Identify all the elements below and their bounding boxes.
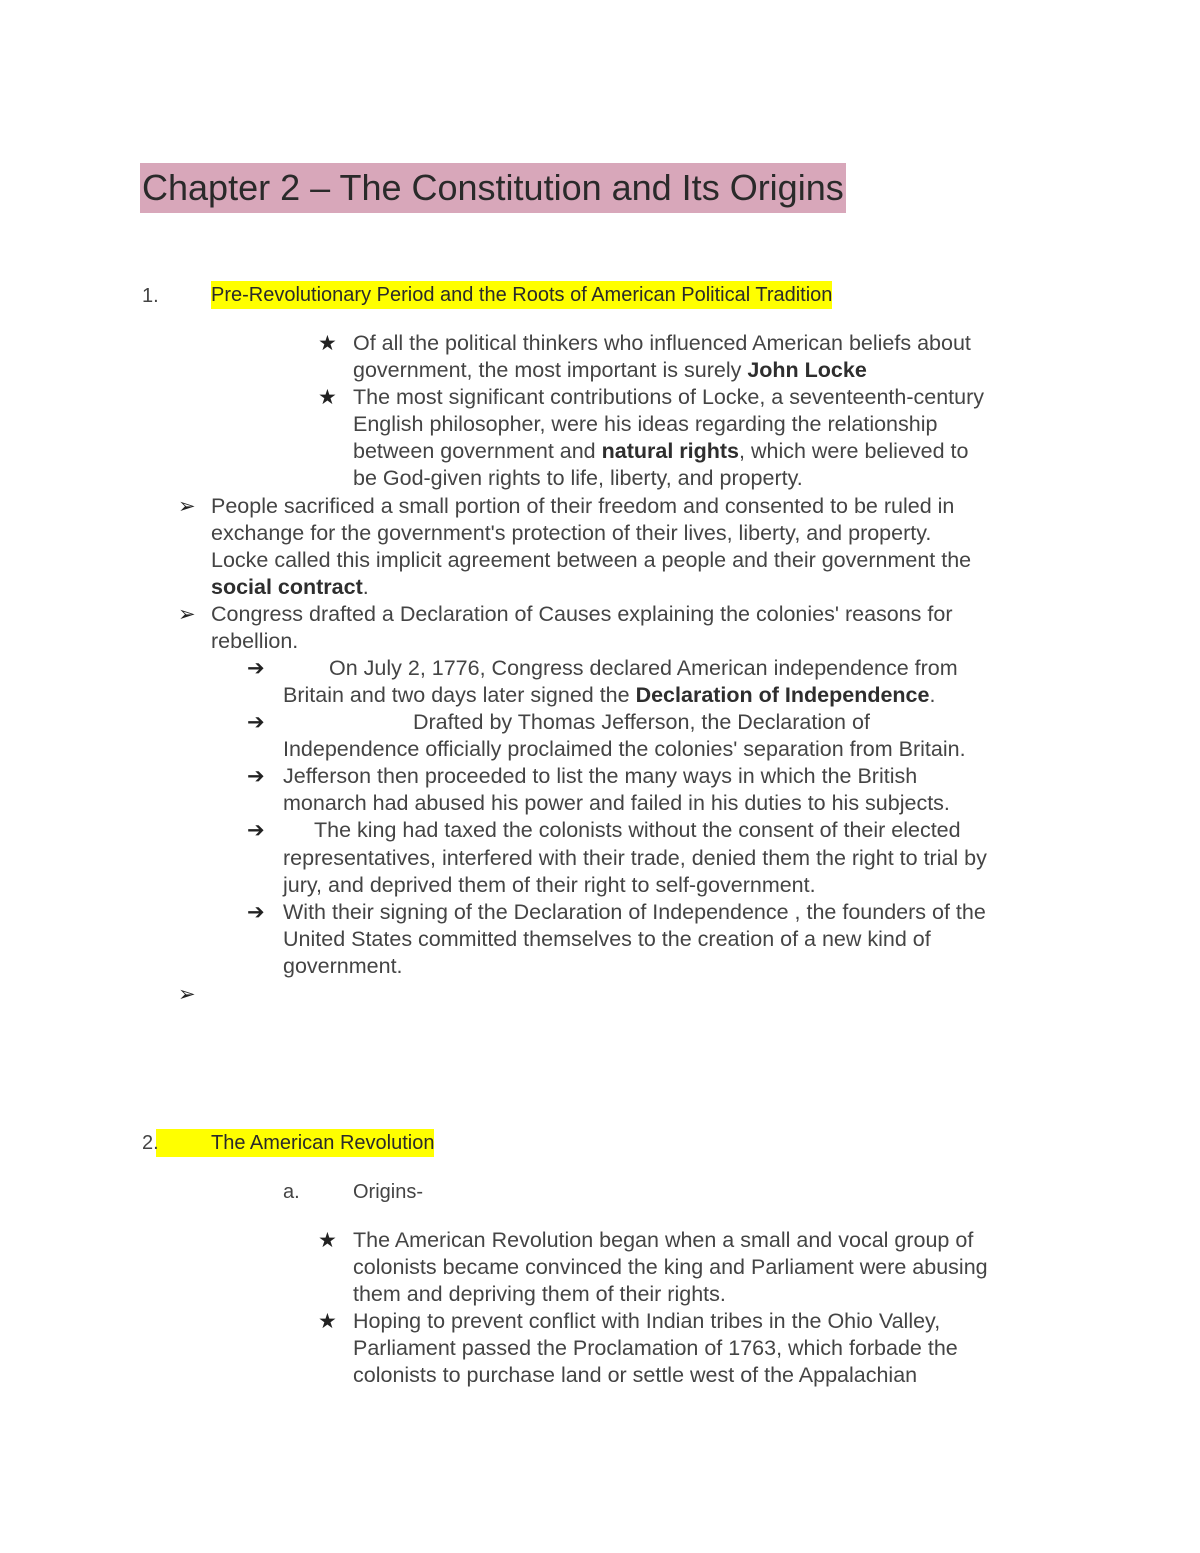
- emphasis-social-contract: social contract: [211, 575, 363, 599]
- star-icon: ★: [318, 386, 337, 409]
- bullet-text: The American Revolution began when a small and vocal group of: [353, 1228, 974, 1252]
- bullet-text-part: Britain and two days later signed the: [283, 683, 636, 707]
- bullet-text: colonists to purchase land or settle west of the Appalachian: [353, 1363, 918, 1387]
- bullet-text: Parliament passed the Proclamation of 1763, which forbade the: [353, 1336, 958, 1360]
- emphasis-john-locke: John Locke: [747, 358, 867, 382]
- star-icon: ★: [318, 1310, 337, 1333]
- section-2-number: 2.: [142, 1132, 159, 1154]
- section-1-heading: Pre-Revolutionary Period and the Roots of American Political Tradition: [211, 281, 832, 309]
- bullet-text: With their signing of the Declaration of Independence , the founders of the: [283, 900, 986, 924]
- bullet-text: Congress drafted a Declaration of Causes explaining the colonies' reasons for: [211, 602, 953, 626]
- subsection-label: a.: [283, 1181, 300, 1203]
- highlight-padding: [156, 1129, 212, 1157]
- bullet-text: representatives, interfered with their trade, denied them the right to trial by: [283, 846, 987, 870]
- arrowhead-icon: ➢: [178, 495, 196, 518]
- bullet-text: On July 2, 1776, Congress declared American independence from: [329, 656, 958, 680]
- emphasis-natural-rights: natural rights: [601, 439, 740, 463]
- bullet-text: Jefferson then proceeded to list the many ways in which the British: [283, 764, 918, 788]
- page-title: Chapter 2 – The Constitution and Its Origins: [140, 163, 846, 213]
- arrow-icon: ➔: [247, 819, 265, 842]
- bullet-text: Hoping to prevent conflict with Indian tribes in the Ohio Valley,: [353, 1309, 941, 1333]
- bullet-text-part: government, the most important is surely: [353, 358, 748, 382]
- bullet-text-part: .: [929, 683, 936, 707]
- bullet-text: them and depriving them of their rights.: [353, 1282, 726, 1306]
- bullet-text: The most significant contributions of Locke, a seventeenth-century: [353, 385, 985, 409]
- bullet-text: [353, 438, 968, 465]
- bullet-text: exchange for the government's protection of their lives, liberty, and property.: [211, 521, 932, 545]
- bullet-text: [211, 574, 369, 601]
- emphasis-declaration: Declaration of Independence: [635, 683, 930, 707]
- bullet-text: colonists became convinced the king and Parliament were abusing: [353, 1255, 988, 1279]
- bullet-text: rebellion.: [211, 629, 299, 653]
- bullet-text: Locke called this implicit agreement between a people and their government the: [211, 548, 972, 572]
- bullet-text: The king had taxed the colonists without the consent of their elected: [314, 818, 961, 842]
- bullet-text: [283, 682, 935, 709]
- bullet-text: Of all the political thinkers who influenced American beliefs about: [353, 331, 971, 355]
- star-icon: ★: [318, 1229, 337, 1252]
- bullet-text: be God-given rights to life, liberty, and property.: [353, 466, 803, 490]
- bullet-text-part: .: [362, 575, 369, 599]
- section-2-heading: The American Revolution: [211, 1129, 434, 1157]
- bullet-text: monarch had abused his power and failed in his duties to his subjects.: [283, 791, 950, 815]
- bullet-text: Drafted by Thomas Jefferson, the Declaration of: [413, 710, 870, 734]
- star-icon: ★: [318, 332, 337, 355]
- bullet-text-part: between government and: [353, 439, 602, 463]
- bullet-text: Independence officially proclaimed the colonies' separation from Britain.: [283, 737, 966, 761]
- bullet-text: jury, and deprived them of their right to self-government.: [283, 873, 816, 897]
- bullet-text: United States committed themselves to the creation of a new kind of: [283, 927, 931, 951]
- arrow-icon: ➔: [247, 765, 265, 788]
- arrow-icon: ➔: [247, 657, 265, 680]
- bullet-text: government.: [283, 954, 403, 978]
- arrowhead-icon: ➢: [178, 983, 196, 1006]
- bullet-text: [353, 357, 867, 384]
- section-1-number: 1.: [142, 285, 159, 307]
- arrow-icon: ➔: [247, 711, 265, 734]
- arrow-icon: ➔: [247, 901, 265, 924]
- bullet-text: English philosopher, were his ideas regarding the relationship: [353, 412, 938, 436]
- subsection-title: Origins-: [353, 1181, 424, 1203]
- arrowhead-icon: ➢: [178, 603, 196, 626]
- bullet-text-part: , which were believed to: [739, 439, 969, 463]
- bullet-text: People sacrificed a small portion of their freedom and consented to be ruled in: [211, 494, 955, 518]
